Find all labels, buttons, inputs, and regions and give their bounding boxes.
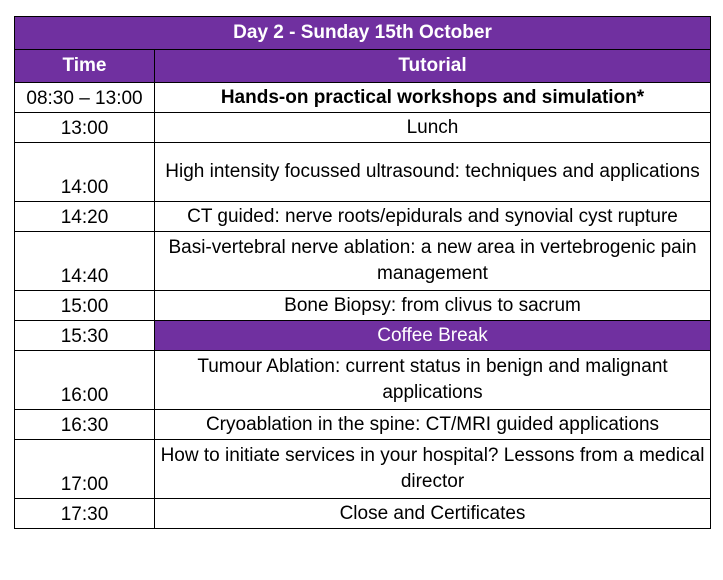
table-row [15, 499, 711, 529]
time-cell: 17:30 [15, 499, 155, 529]
time-cell: 17:00 [15, 440, 155, 499]
time-cell: 16:00 [15, 351, 155, 410]
coffee-break-cell: Coffee Break [155, 321, 711, 351]
time-column-header: Time [15, 50, 155, 83]
tutorial-cell: How to initiate services in your hospital? Lessons from a medical director [155, 440, 711, 499]
table-row [15, 83, 711, 113]
table-row [15, 143, 711, 202]
time-cell: 15:30 [15, 321, 155, 351]
tutorial-cell: Hands-on practical workshops and simulation* [155, 83, 711, 113]
time-cell: 13:00 [15, 113, 155, 143]
column-header-row [15, 50, 711, 83]
table-row [15, 351, 711, 410]
tutorial-cell: Tumour Ablation: current status in benign and malignant applications [155, 351, 711, 410]
tutorial-cell: Close and Certificates [155, 499, 711, 529]
time-cell: 14:00 [15, 143, 155, 202]
time-cell: 14:40 [15, 232, 155, 291]
tutorial-column-header: Tutorial [155, 50, 711, 83]
table-row [15, 321, 711, 351]
schedule-table [14, 16, 711, 529]
table-row [15, 202, 711, 232]
tutorial-cell: High intensity focussed ultrasound: techniques and applications [155, 143, 711, 202]
day-banner-row [15, 17, 711, 50]
tutorial-cell: Basi-vertebral nerve ablation: a new area in vertebrogenic pain management [155, 232, 711, 291]
tutorial-cell: Lunch [155, 113, 711, 143]
table-row [15, 113, 711, 143]
time-cell: 14:20 [15, 202, 155, 232]
time-cell: 15:00 [15, 291, 155, 321]
table-row [15, 440, 711, 499]
tutorial-cell: Cryoablation in the spine: CT/MRI guided applications [155, 410, 711, 440]
table-row [15, 232, 711, 291]
time-cell: 16:30 [15, 410, 155, 440]
table-row [15, 410, 711, 440]
day-banner: Day 2 - Sunday 15th October [15, 17, 711, 50]
tutorial-cell: CT guided: nerve roots/epidurals and synovial cyst rupture [155, 202, 711, 232]
table-row [15, 291, 711, 321]
tutorial-cell: Bone Biopsy: from clivus to sacrum [155, 291, 711, 321]
time-cell: 08:30 – 13:00 [15, 83, 155, 113]
